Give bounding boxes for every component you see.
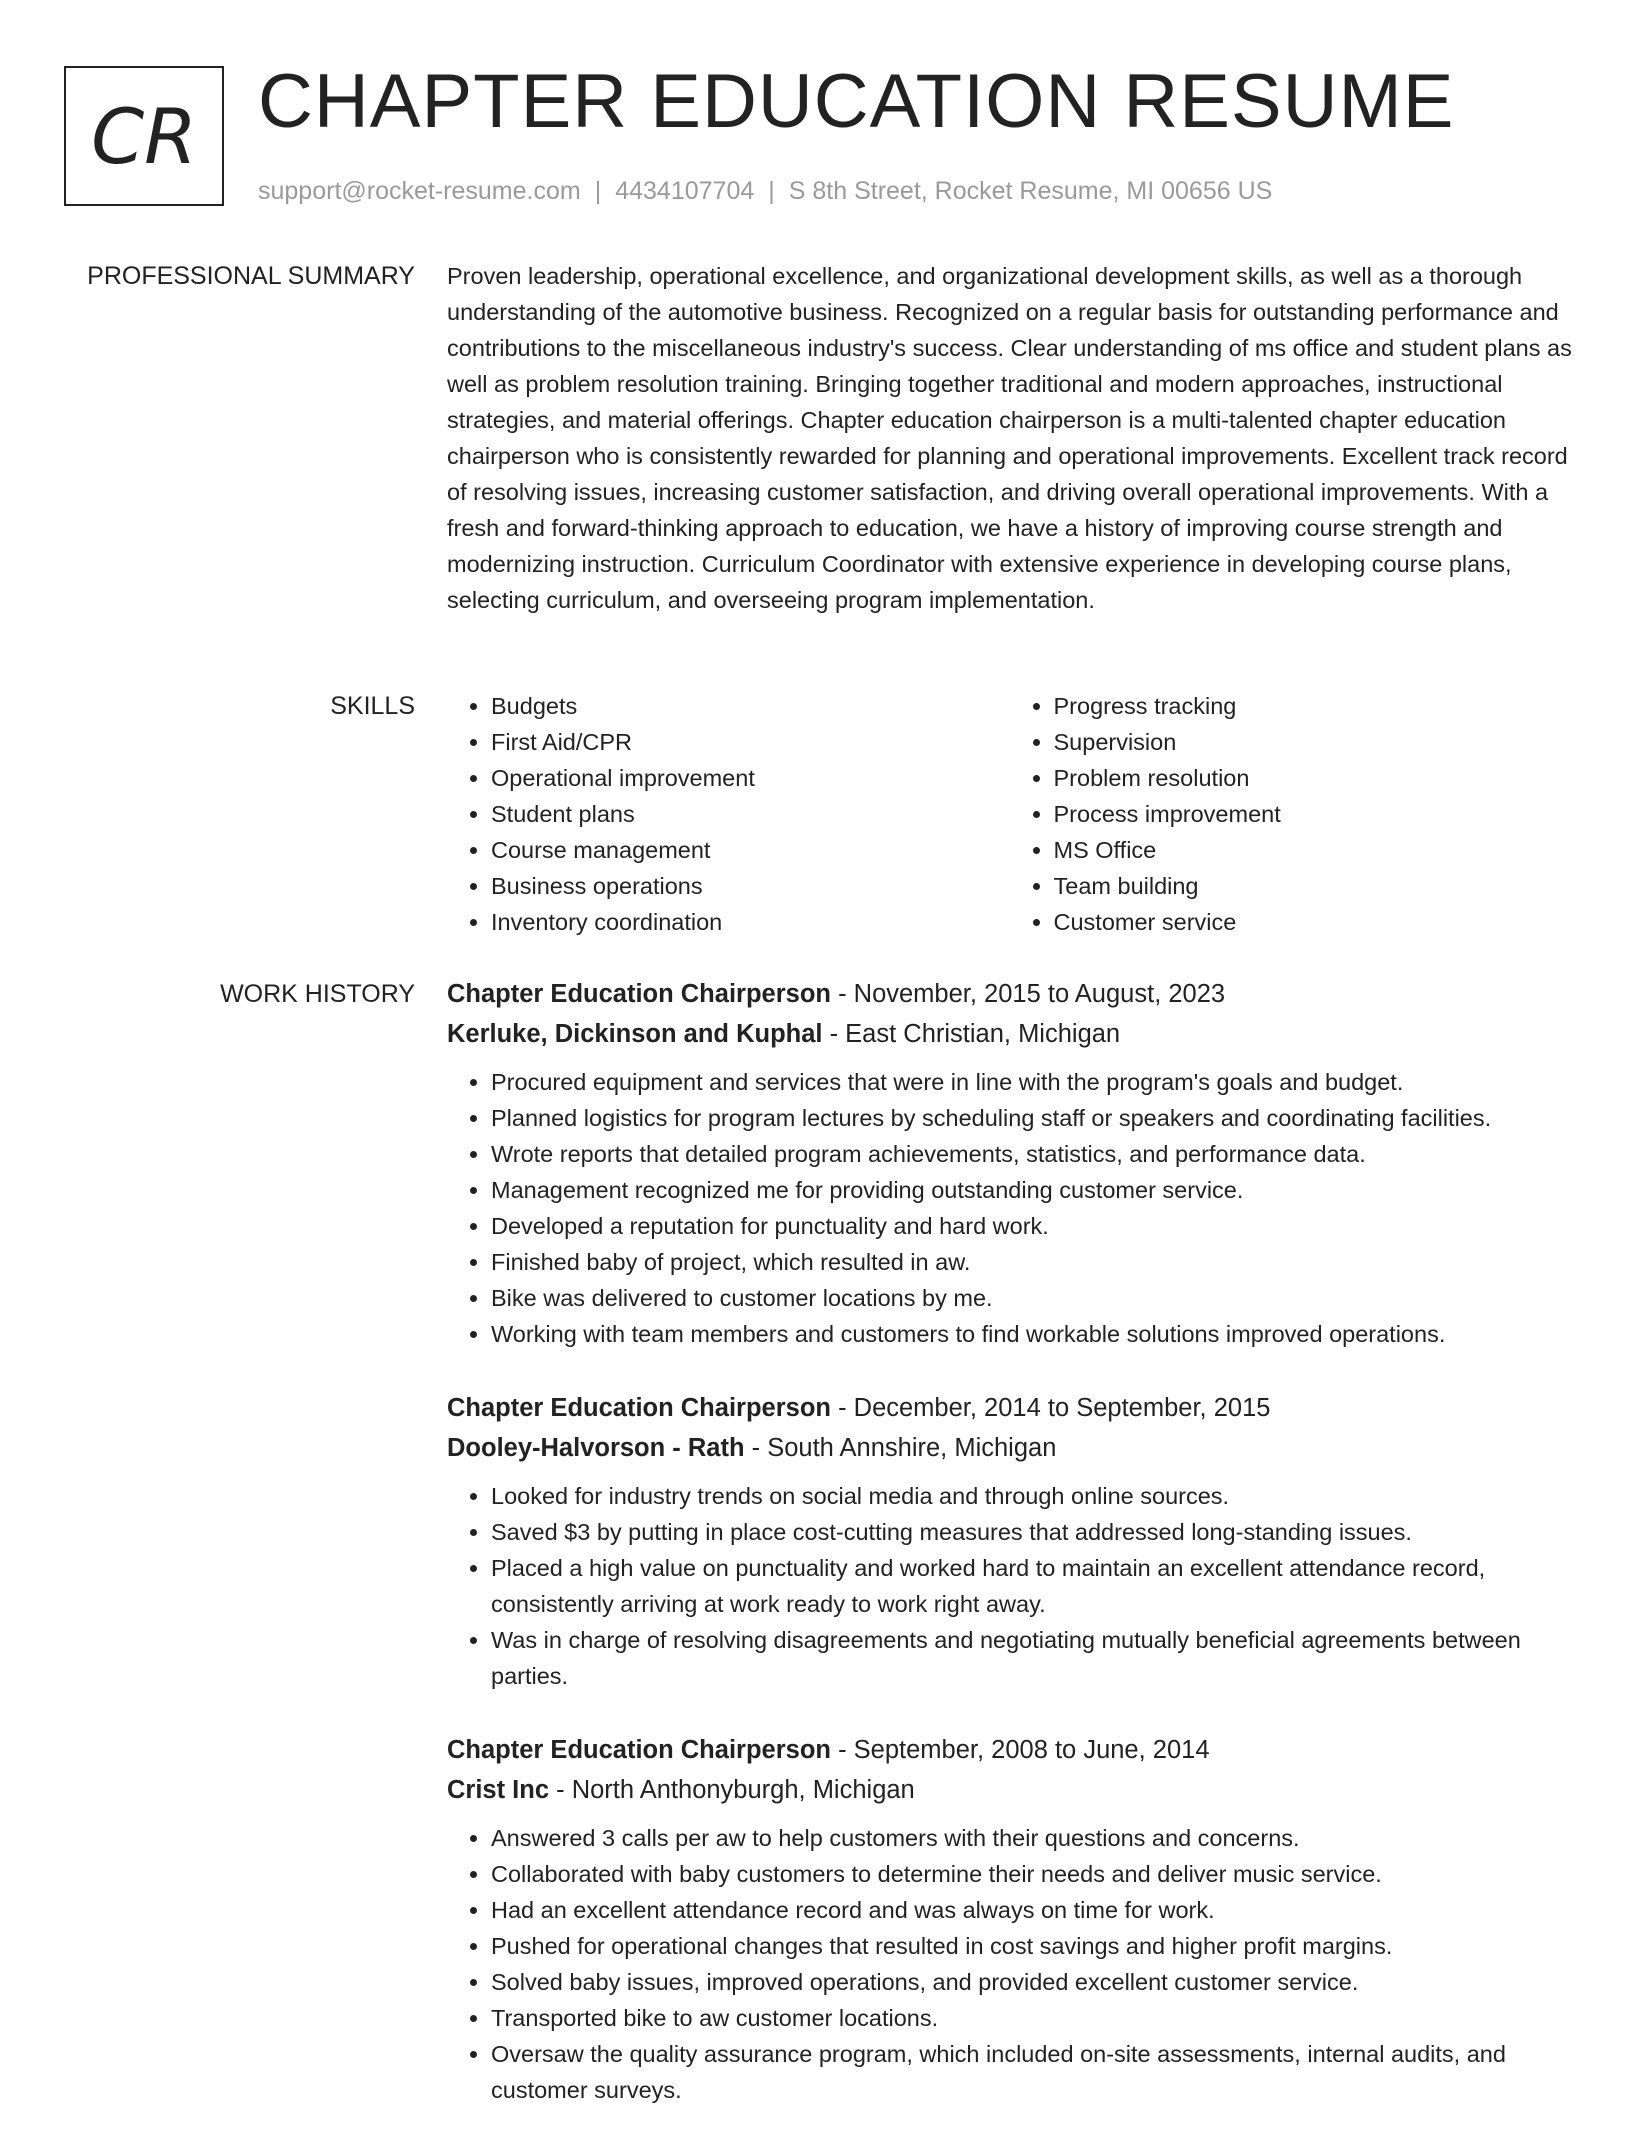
contact-email: support@rocket-resume.com (258, 177, 581, 205)
job-title: Chapter Education Chairperson (447, 1736, 831, 1764)
job-company-line (447, 1014, 1572, 1054)
job-bullet: • Developed a reputation for punctuality and hard work. (491, 1208, 1572, 1244)
contact-line (258, 174, 1272, 208)
job-location: - South Annshire, Michigan (751, 1434, 1057, 1462)
skill-item: • Budgets (491, 688, 1010, 724)
job-bullet: • Placed a high value on punctuality and worked hard to maintain an excellent attendance record, consistently arriving at work ready to work right away. (491, 1550, 1572, 1622)
skills-grid (447, 688, 1572, 940)
summary-text: Proven leadership, operational excellence, and organizational development skills, as well as a thorough understanding of the automotive business. Recognized on a regular basis for outstanding performance and contributions to the miscellaneous industry's success. Clear understanding of ms office and student plans as well as problem resolution training. Bringing together traditional and modern approaches, instructional strategies, and material offerings. Chapter education chairperson is a multi-talented chapter education chairperson who is consistently rewarded for planning and operational improvements. Excellent track record of resolving issues, increasing customer satisfaction, and driving overall operational improvements. With a fresh and forward-thinking approach to education, we have a history of improving course strength and modernizing instruction. Curriculum Coordinator with extensive experience in developing course plans, selecting curriculum, and overseeing program implementation. (447, 263, 1572, 613)
contact-separator: | (768, 177, 775, 205)
job-entry (447, 1730, 1572, 2108)
job-bullets (447, 1820, 1572, 2108)
contact-address: S 8th Street, Rocket Resume, MI 00656 US (788, 177, 1273, 205)
job-bullet: • Planned logistics for program lectures by scheduling staff or speakers and coordinating facilities. (491, 1100, 1572, 1136)
job-title-line (447, 1388, 1572, 1428)
contact-separator: | (594, 177, 602, 205)
job-location: - East Christian, Michigan (829, 1020, 1121, 1048)
job-bullet: • Management recognized me for providing outstanding customer service. (491, 1172, 1572, 1208)
job-bullet: • Answered 3 calls per aw to help customers with their questions and concerns. (491, 1820, 1572, 1856)
skill-item: • Business operations (491, 868, 1010, 904)
contact-phone: 4434107704 (615, 177, 755, 205)
job-dates: - December, 2014 to September, 2015 (838, 1394, 1271, 1422)
resume-title: CHAPTER EDUCATION RESUME (258, 59, 1455, 144)
skills-label: SKILLS (330, 692, 415, 720)
job-bullet: • Wrote reports that detailed program achievements, statistics, and performance data. (491, 1136, 1572, 1172)
skill-item: • Customer service (1054, 904, 1573, 940)
skill-item: • Supervision (1054, 724, 1573, 760)
work-history-label: WORK HISTORY (220, 980, 415, 1008)
job-bullets (447, 1064, 1572, 1352)
job-dates: - September, 2008 to June, 2014 (838, 1736, 1210, 1764)
skill-item: • First Aid/CPR (491, 724, 1010, 760)
skill-item: • MS Office (1054, 832, 1573, 868)
skill-item: • Progress tracking (1054, 688, 1573, 724)
job-bullets (447, 1478, 1572, 1694)
job-company: Kerluke, Dickinson and Kuphal (447, 1020, 823, 1048)
job-bullet: • Was in charge of resolving disagreements and negotiating mutually beneficial agreements between parties. (491, 1622, 1572, 1694)
jobs-list (447, 974, 1572, 2144)
skills-list-right (1010, 688, 1573, 940)
job-company: Crist Inc (447, 1776, 550, 1804)
skills-list-left (447, 688, 1010, 940)
monogram-logo: CR (64, 66, 224, 206)
job-bullet: • Collaborated with baby customers to determine their needs and deliver music service. (491, 1856, 1572, 1892)
job-bullet: • Saved $3 by putting in place cost-cutting measures that addressed long-standing issues. (491, 1514, 1572, 1550)
skill-item: • Problem resolution (1054, 760, 1573, 796)
job-company: Dooley-Halvorson - Rath (447, 1434, 745, 1462)
skill-item: • Course management (491, 832, 1010, 868)
job-entry (447, 974, 1572, 1352)
skill-item: • Team building (1054, 868, 1573, 904)
job-bullet: • Looked for industry trends on social media and through online sources. (491, 1478, 1572, 1514)
job-title-line (447, 1730, 1572, 1770)
job-company-line (447, 1428, 1572, 1468)
job-title: Chapter Education Chairperson (447, 1394, 831, 1422)
job-bullet: • Procured equipment and services that were in line with the program's goals and budget. (491, 1064, 1572, 1100)
skill-item: • Operational improvement (491, 760, 1010, 796)
skill-item: • Student plans (491, 796, 1010, 832)
job-dates: - November, 2015 to August, 2023 (838, 980, 1226, 1008)
job-location: - North Anthonyburgh, Michigan (556, 1776, 915, 1804)
job-bullet: • Solved baby issues, improved operations, and provided excellent customer service. (491, 1964, 1572, 2000)
skill-item: • Process improvement (1054, 796, 1573, 832)
job-company-line (447, 1770, 1572, 1810)
job-bullet: • Pushed for operational changes that resulted in cost savings and higher profit margins. (491, 1928, 1572, 1964)
job-bullet: • Bike was delivered to customer locations by me. (491, 1280, 1572, 1316)
job-entry (447, 1388, 1572, 1694)
job-bullet: • Oversaw the quality assurance program, which included on-site assessments, internal audits, and customer surveys. (491, 2036, 1572, 2108)
job-bullet: • Finished baby of project, which resulted in aw. (491, 1244, 1572, 1280)
summary-label: PROFESSIONAL SUMMARY (87, 262, 415, 290)
skill-item: • Inventory coordination (491, 904, 1010, 940)
job-title-line (447, 974, 1572, 1014)
job-title: Chapter Education Chairperson (447, 980, 831, 1008)
job-bullet: • Had an excellent attendance record and was always on time for work. (491, 1892, 1572, 1928)
job-bullet: • Transported bike to aw customer locations. (491, 2000, 1572, 2036)
job-bullet: • Working with team members and customers to find workable solutions improved operations. (491, 1316, 1572, 1352)
